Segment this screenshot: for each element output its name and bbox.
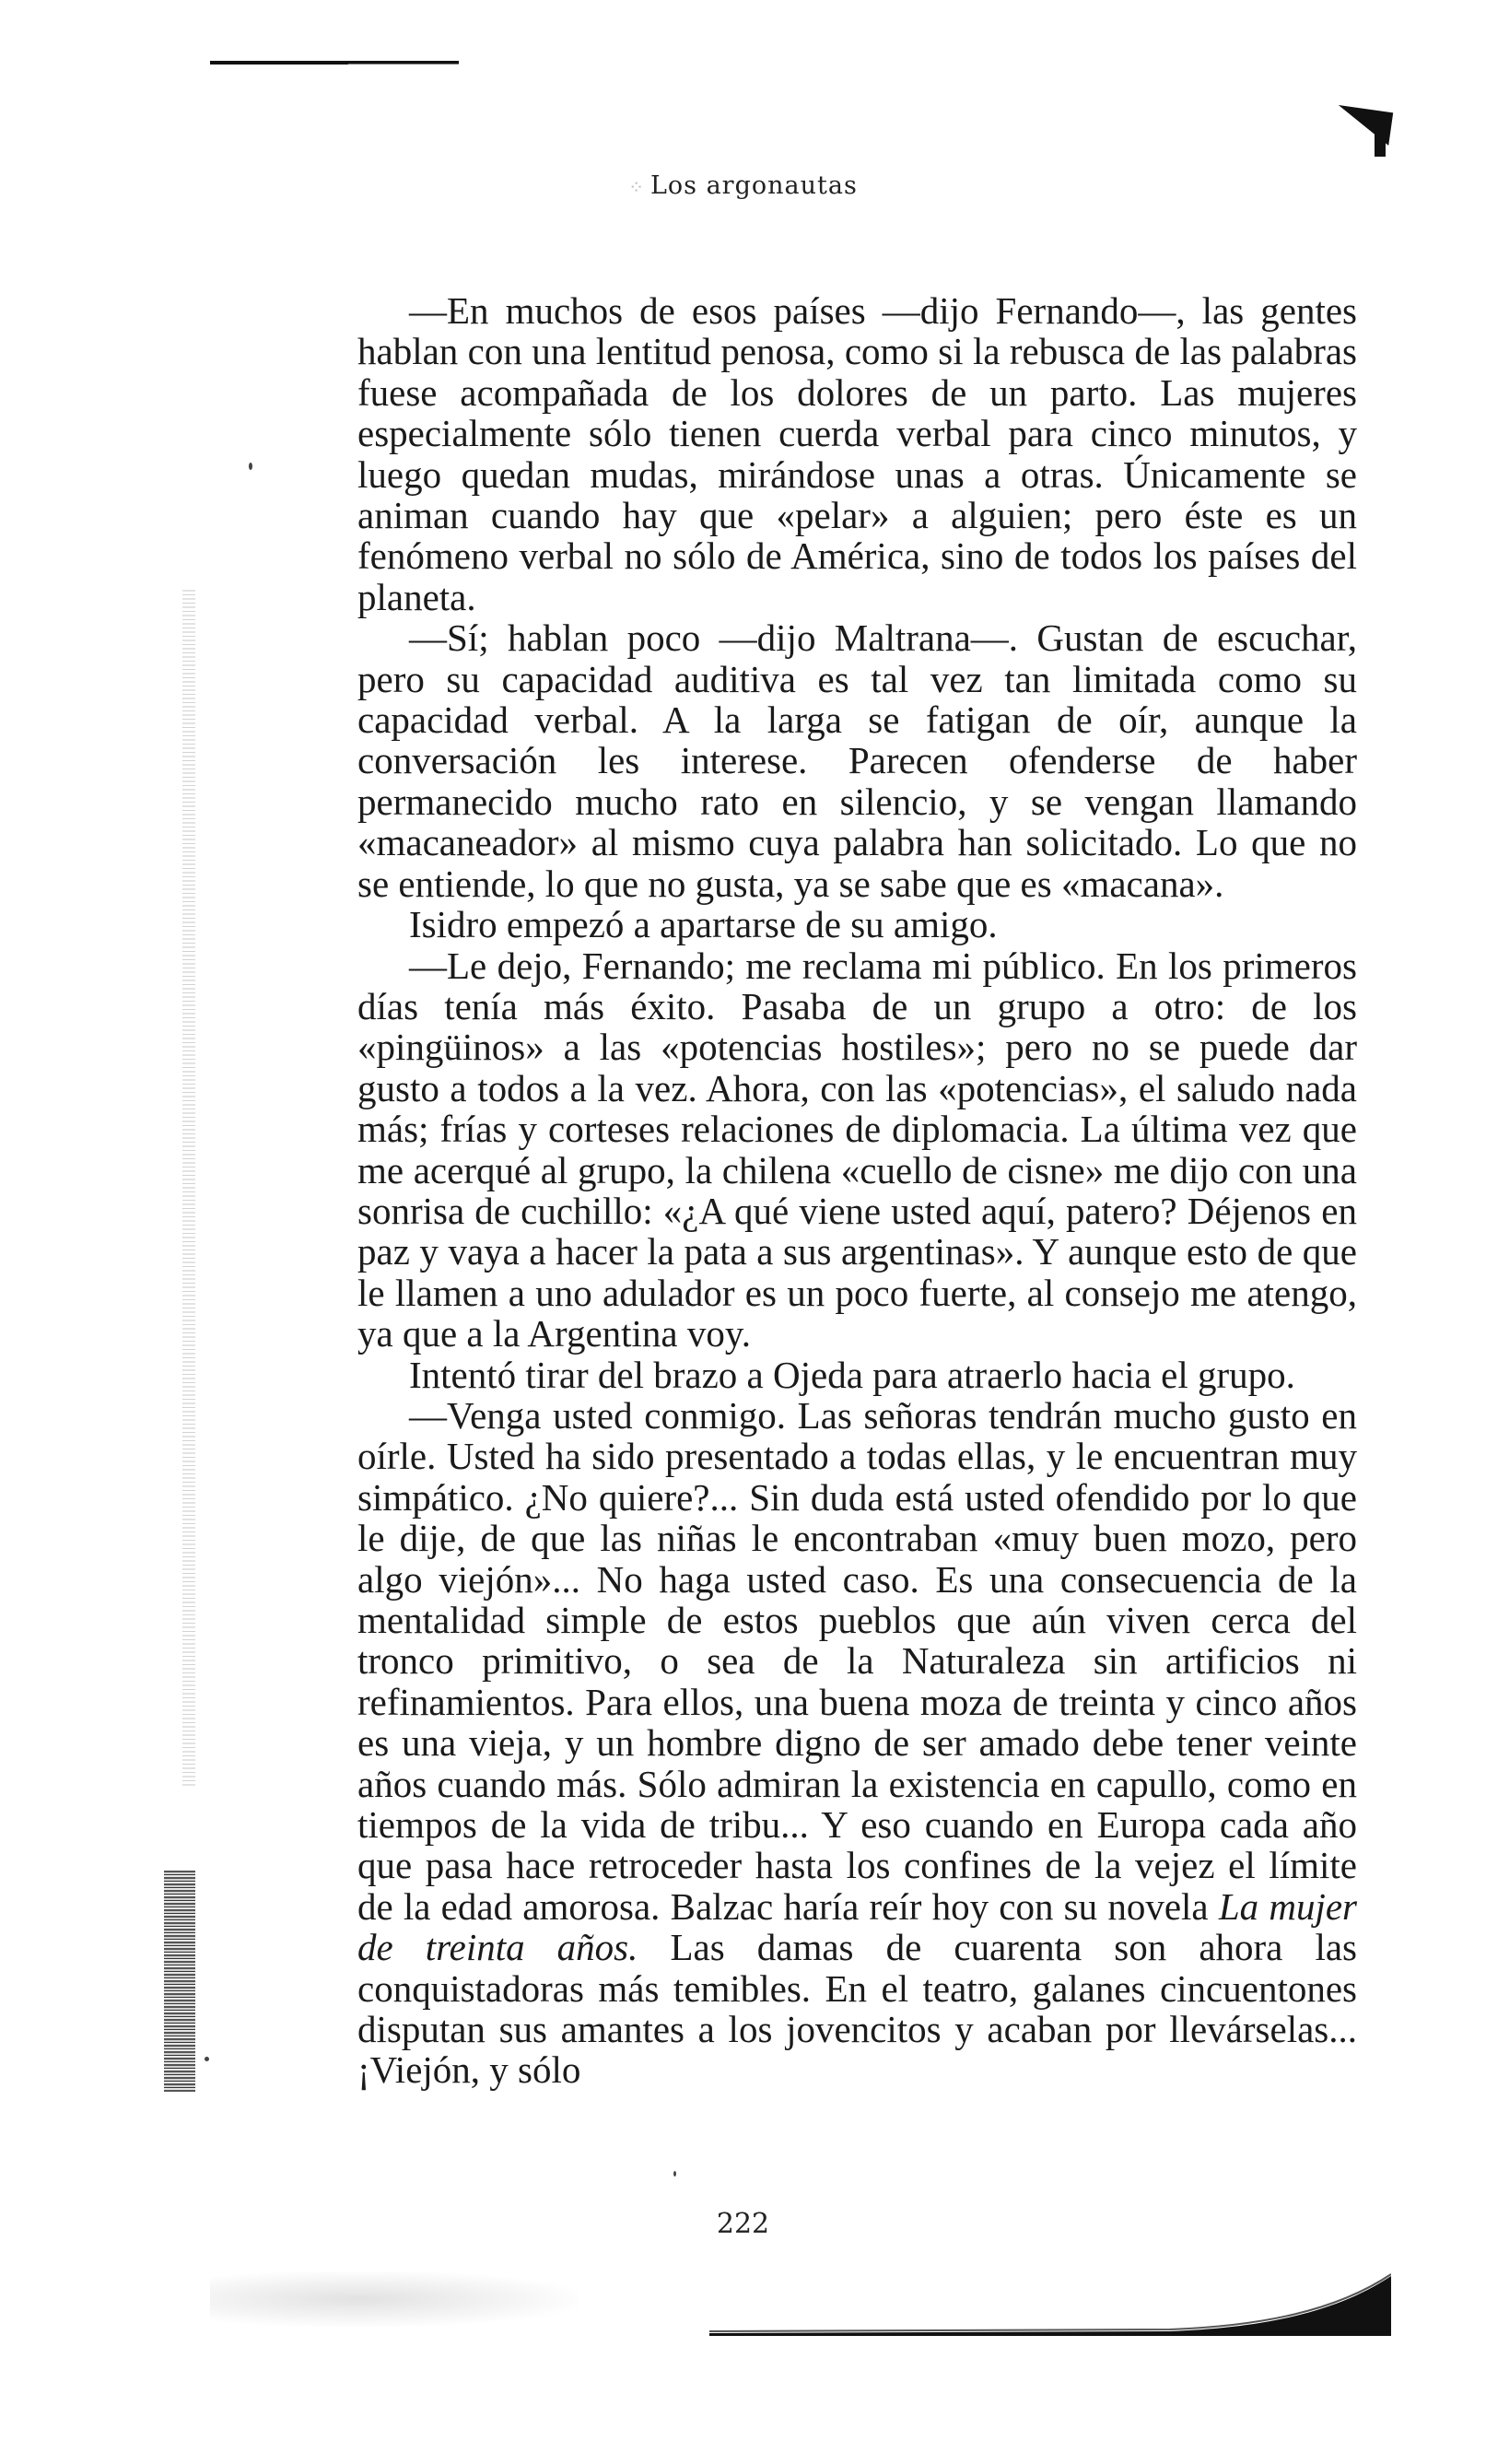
running-head: [0, 171, 1486, 200]
scan-speck: [673, 2171, 676, 2177]
book-title-start: La mujer de: [357, 1884, 1357, 1969]
corner-scan-mark-tail: [1375, 120, 1386, 157]
bottom-smudge: [210, 2271, 579, 2327]
paragraph: —En muchos de esos países —dijo Fernando—, las gentes hablan con una lentitud penosa, como si la rebusca de las palabras fuese acompañada de los dolores de un parto. Las mujeres especialmente sólo tienen cuerda verbal para cinco minutos, y luego quedan mudas, mirándose unas a otras. Únicamente se animan cuando hay que «pelar» a alguien; pero éste es un fenómeno verbal no sólo de América, sino de todos los países del planeta.: [357, 289, 1357, 618]
scan-speck: [205, 2057, 209, 2061]
running-head-title: Los argonautas: [649, 171, 858, 200]
scan-speck: [249, 463, 252, 470]
paragraph-text: Las damas de cuarenta son ahora las conquistadoras más temibles. En el teatro, galanes cincuentones disputan sus amantes a los jovencitos y acaban por llevárselas... ¡Viejón, y sólo: [357, 1926, 1358, 2092]
paragraph: —Le dejo, Fernando; me reclama mi público. En los primeros días tenía más éxito. Pasaba de un grupo a otro: de los «pingüinos» a las «potencias hostiles»; pero no se puede dar gusto a todos a la vez. Ahora, con las «potencias», el saludo nada más; frías y corteses relaciones de diplomacia. La última vez que me acerqué al grupo, la chilena «cuello de cisne» me dijo con una sonrisa de cuchillo: «¿A qué viene usted aquí, patero? Déjenos en paz y vaya a hacer la pata a sus argentinas». Y aunque esto de que le llamen a uno adulador es un poco fuerte, al consejo me atengo, ya que a la Argentina voy.: [357, 944, 1357, 1355]
paragraph: [357, 1395, 1357, 2091]
paragraph: Intentó tirar del brazo a Ojeda para atraerlo hacia el grupo.: [409, 1353, 1295, 1396]
gutter-shadow: [182, 590, 195, 1788]
paragraph-text: —Venga usted conmigo. Las señoras tendrán mucho gusto en oírle. Usted ha sido presentado a todas ellas, y le encuentran muy simpático. ¿No quiere?... Sin duda está usted ofendido por lo que le dije, de que las niñas le encontraban «muy buen mozo, pero algo viejón»... No haga usted caso. Es una consecuencia de la mentalidad simple de estos pueblos que aún viven cerca del tronco primitivo, o sea de la Naturaleza sin artificios ni refinamientos. Para ellos, una buena moza de treinta y cinco años es una vieja, y un hombre digno de ser amado debe tener veinte años cuando más. Sólo admiran la existencia en capullo, como en tiempos de la vida de tribu... Y eso cuando en Europa cada año que pasa hace retroceder hasta los confines de la vejez el límite de la edad amorosa. Balzac haría reír hoy con su novela: [357, 1393, 1357, 1928]
running-head-ornament: ⁘: [628, 176, 645, 198]
page-curl-shadow: [709, 2258, 1391, 2336]
page-number: 222: [716, 2208, 770, 2240]
gutter-shadow-dark: [164, 1871, 195, 2092]
book-title-end: treinta años.: [425, 1926, 638, 1969]
paragraph: Isidro empezó a apartarse de su amigo.: [409, 903, 998, 946]
paragraph: —Sí; hablan poco —dijo Maltrana—. Gustan de escuchar, pero su capacidad auditiva es tal vez tan limitada como su capacidad verbal. A la larga se fatigan de oír, aunque la conversación les interese. Parecen ofenderse de haber permanecido mucho rato en silencio, y se vengan llamando «macaneador» al mismo cuya palabra han solicitado. Lo que no se entiende, lo que no gusta, ya se sabe que es «macana».: [357, 616, 1357, 905]
scan-rule-top: [210, 61, 459, 65]
body-text: [357, 290, 1357, 2091]
